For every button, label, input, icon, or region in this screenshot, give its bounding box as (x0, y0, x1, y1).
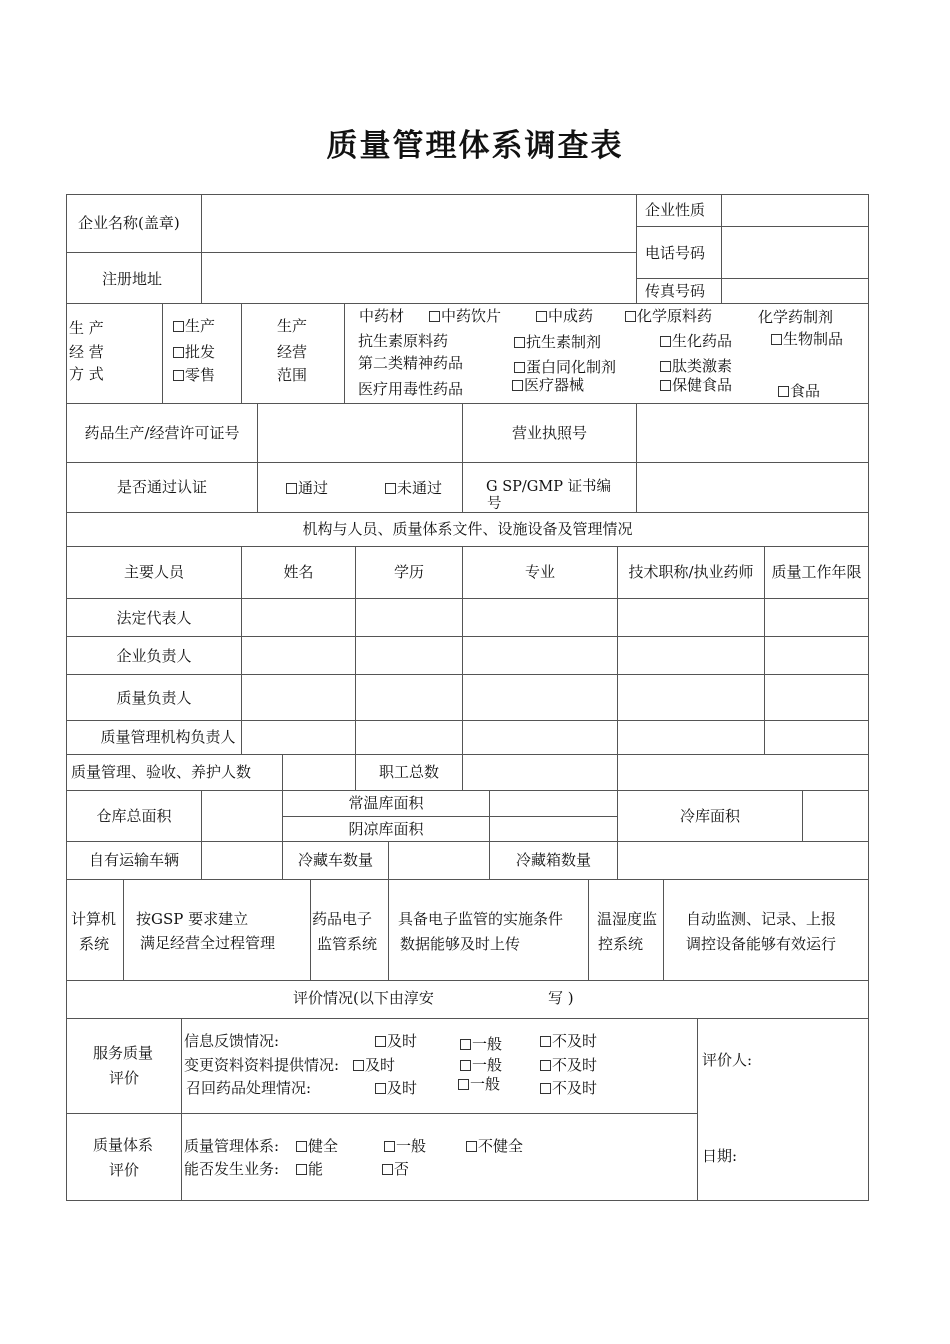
scope-item-label: 抗生素制剂 (526, 333, 602, 351)
option-label: 不及时 (552, 1079, 598, 1097)
monitor-desc-cell (388, 879, 589, 981)
date-label: 日期: (702, 1147, 738, 1165)
cool-field[interactable] (489, 816, 618, 842)
option-label: 一般 (472, 1056, 503, 1074)
scope-shipin[interactable] (778, 384, 820, 399)
mode-option-label: 批发 (185, 343, 216, 361)
feedback-label: 信息反馈情况: (184, 1032, 280, 1050)
fax-field[interactable] (721, 278, 869, 304)
qs-system-label: 质量管理体系: (184, 1137, 280, 1155)
qs-label-cell (66, 1113, 182, 1201)
personnel-row-label: 法定代表人 (116, 609, 192, 627)
cool-label: 阴凉库面积 (348, 820, 424, 838)
option-label: 不及时 (552, 1056, 598, 1074)
cert-label: 是否通过认证 (116, 478, 207, 496)
thermo-label-1: 温湿度监 (597, 910, 658, 928)
option-label: 一般 (472, 1035, 503, 1053)
cert-no-field[interactable] (636, 462, 869, 513)
scope-jingshen[interactable]: 第二类精神药品 (358, 354, 464, 372)
checkbox-icon (460, 1060, 471, 1071)
monitor-label-cell (310, 879, 389, 981)
checkbox-icon (296, 1164, 307, 1175)
qs-unsound[interactable] (466, 1139, 523, 1154)
personnel-row-label: 质量负责人 (116, 689, 192, 707)
scope-zhongyao-yinpian[interactable] (429, 309, 501, 324)
checkbox-icon (660, 336, 671, 347)
monitor-label-1: 药品电子 (312, 910, 373, 928)
scope-item-label: 保健食品 (672, 376, 733, 394)
thermo-desc-cell (663, 879, 869, 981)
scope-huaxue-zhiji[interactable]: 化学药制剂 (758, 308, 834, 326)
checkbox-icon (536, 311, 547, 322)
drug-license-field[interactable] (257, 403, 463, 463)
checkbox-icon (625, 311, 636, 322)
checkbox-icon (173, 321, 184, 332)
scope-kangshengsu-yuanliao[interactable]: 抗生素原料药 (358, 332, 449, 350)
scope-item-label: 医疗器械 (524, 376, 585, 394)
evaluation-header: 评价情况(以下由淳安 (293, 989, 434, 1007)
option-label: 一般 (396, 1137, 427, 1155)
qs-sound[interactable] (296, 1139, 338, 1154)
nature-label: 企业性质 (645, 201, 706, 219)
data-supply-timely[interactable] (353, 1058, 395, 1073)
checkbox-icon (385, 483, 396, 494)
thermo-label-2: 控系统 (598, 935, 644, 953)
qs-options-cell (181, 1113, 698, 1201)
scope-shenghua[interactable] (660, 334, 732, 349)
monitor-desc-2: 数据能够及时上传 (400, 935, 521, 953)
fax-label: 传真号码 (645, 282, 706, 300)
recall-timely[interactable] (375, 1081, 417, 1096)
data-supply-label: 变更资料资料提供情况: (184, 1056, 340, 1074)
computer-desc-1: 按GSP 要求建立 (136, 910, 249, 928)
scope-item-label: 肽类激素 (672, 357, 733, 375)
option-label: 否 (394, 1160, 410, 1178)
personnel-col-header: 技术职称/执业药师 (628, 563, 754, 581)
mode-option-production[interactable] (173, 319, 215, 334)
scope-item-label: 中药饮片 (441, 307, 502, 325)
cold-label: 冷库面积 (679, 807, 740, 825)
personnel-col-header: 学历 (393, 563, 424, 581)
feedback-normal[interactable] (460, 1037, 502, 1052)
option-label: 不健全 (478, 1137, 524, 1155)
mode-option-retail[interactable] (173, 368, 215, 383)
computer-label-1: 计算机 (71, 910, 117, 928)
evaluation-header-cell (66, 980, 869, 1019)
cold-field[interactable] (802, 790, 869, 842)
checkbox-icon (660, 380, 671, 391)
cert-passed-option[interactable] (286, 481, 328, 496)
qs-label-2: 评价 (109, 1161, 140, 1179)
scope-zhongyaocai[interactable]: 中药材 (359, 307, 405, 325)
checkbox-icon (382, 1164, 393, 1175)
checkbox-icon (173, 347, 184, 358)
evaluator-cell[interactable] (697, 1018, 869, 1201)
scope-item-label: 生物制品 (783, 330, 844, 348)
warehouse-total-label: 仓库总面积 (96, 807, 172, 825)
mode-label-3: 方 式 (69, 365, 104, 383)
scope-label-2: 经营 (277, 343, 308, 361)
service-label-1: 服务质量 (93, 1044, 154, 1062)
personnel-col-header: 主要人员 (123, 563, 184, 581)
monitor-desc-1: 具备电子监管的实施条件 (398, 910, 564, 928)
normal-temp-label: 常温库面积 (348, 794, 424, 812)
option-label: 一般 (470, 1075, 501, 1093)
scope-tailei[interactable] (660, 359, 732, 374)
scope-item-label: 中成药 (548, 307, 594, 325)
drug-license-label: 药品生产/经营许可证号 (84, 424, 240, 442)
evaluator-label: 评价人: (702, 1051, 753, 1069)
qc-count-field[interactable] (282, 754, 356, 791)
vehicles-field[interactable] (201, 841, 283, 880)
personnel-row-label: 企业负责人 (116, 647, 192, 665)
service-label-2: 评价 (109, 1069, 140, 1087)
mode-option-wholesale[interactable] (173, 345, 215, 360)
nature-field[interactable] (721, 194, 869, 227)
checkbox-icon (466, 1141, 477, 1152)
staff-blank-cell (617, 754, 869, 791)
checkbox-icon (384, 1141, 395, 1152)
checkbox-icon (460, 1039, 471, 1050)
can-business-label: 能否发生业务: (184, 1160, 280, 1178)
cert-option-label: 未通过 (397, 479, 443, 497)
cert-option-label: 通过 (298, 479, 329, 497)
scope-item-label: 化学原料药 (637, 307, 713, 325)
cert-no-label-line2: 号 (487, 496, 502, 512)
scope-shengwu[interactable] (771, 332, 843, 347)
mode-option-label: 生产 (185, 317, 216, 335)
scope-duxing[interactable]: 医疗用毒性药品 (358, 380, 464, 398)
computer-desc-cell (123, 879, 311, 981)
mode-option-label: 零售 (185, 366, 216, 384)
address-field[interactable] (201, 252, 637, 304)
scope-zhongchengyao[interactable] (536, 309, 593, 324)
total-staff-label: 职工总数 (378, 763, 439, 781)
fridge-trucks-field[interactable] (388, 841, 490, 880)
personnel-col-header: 质量工作年限 (771, 563, 862, 581)
checkbox-icon (540, 1060, 551, 1071)
checkbox-icon (512, 380, 523, 391)
qc-count-label: 质量管理、验收、养护人数 (71, 763, 252, 781)
personnel-col-header: 姓名 (283, 563, 314, 581)
business-license-label: 营业执照号 (511, 424, 587, 442)
checkbox-icon (173, 370, 184, 381)
data-supply-untimely[interactable] (540, 1058, 597, 1073)
recall-untimely[interactable] (540, 1081, 597, 1096)
computer-desc-2: 满足经营全过程管理 (140, 934, 276, 952)
company-name-field[interactable] (201, 194, 637, 253)
business-license-field[interactable] (636, 403, 869, 463)
monitor-label-2: 监管系统 (317, 935, 378, 953)
checkbox-icon (286, 483, 297, 494)
option-label: 健全 (308, 1137, 339, 1155)
scope-qixie[interactable] (512, 378, 584, 393)
thermo-desc-2: 调控设备能够有效运行 (686, 935, 837, 953)
fridge-trucks-label: 冷藏车数量 (297, 851, 373, 869)
section-header: 机构与人员、质量体系文件、设施设备及管理情况 (302, 520, 633, 538)
thermo-label-cell (588, 879, 664, 981)
option-label: 及时 (387, 1032, 418, 1050)
checkbox-icon (375, 1083, 386, 1094)
normal-temp-field[interactable] (489, 790, 618, 817)
address-label: 注册地址 (102, 270, 163, 288)
option-label: 及时 (365, 1056, 396, 1074)
business-can[interactable] (296, 1162, 323, 1177)
vehicles-label: 自有运输车辆 (88, 851, 179, 869)
checkbox-icon (660, 361, 671, 372)
cert-not-passed-option[interactable] (385, 481, 442, 496)
scope-huaxue-yuanliao[interactable] (625, 309, 712, 324)
data-supply-normal[interactable] (460, 1058, 502, 1073)
checkbox-icon (514, 337, 525, 348)
scope-danbai[interactable] (514, 360, 616, 375)
scope-label-3: 范围 (277, 366, 308, 384)
feedback-untimely[interactable] (540, 1034, 597, 1049)
scope-baojian[interactable] (660, 378, 732, 393)
checkbox-icon (429, 311, 440, 322)
thermo-desc-1: 自动监测、记录、上报 (686, 910, 837, 928)
scope-label-1: 生产 (277, 317, 308, 335)
checkbox-icon (514, 362, 525, 373)
feedback-timely[interactable] (375, 1034, 417, 1049)
recall-normal[interactable] (458, 1077, 500, 1092)
evaluation-header-suffix: 写 ) (548, 989, 574, 1007)
checkbox-icon (458, 1079, 469, 1090)
warehouse-total-field[interactable] (201, 790, 283, 842)
phone-label: 电话号码 (645, 244, 706, 262)
computer-label-cell (66, 879, 124, 981)
checkbox-icon (296, 1141, 307, 1152)
company-name-label: 企业名称(盖章) (78, 214, 180, 232)
scope-item-label: 蛋白同化制剂 (526, 358, 617, 376)
option-label: 能 (308, 1160, 324, 1178)
phone-field[interactable] (721, 226, 869, 279)
qs-normal[interactable] (384, 1139, 426, 1154)
checkbox-icon (540, 1083, 551, 1094)
fridge-boxes-label: 冷藏箱数量 (515, 851, 591, 869)
scope-item-label: 食品 (790, 382, 821, 400)
computer-label-2: 系统 (79, 935, 110, 953)
qs-label-1: 质量体系 (93, 1136, 154, 1154)
cert-no-label-line1: G SP/GMP 证书编 (486, 479, 612, 495)
mode-label-1: 生 产 (69, 319, 104, 337)
personnel-row-label: 质量管理机构负责人 (100, 728, 236, 746)
survey-form (66, 194, 869, 1201)
checkbox-icon (771, 334, 782, 345)
business-cannot[interactable] (382, 1162, 409, 1177)
checkbox-icon (540, 1036, 551, 1047)
recall-label: 召回药品处理情况: (186, 1079, 312, 1097)
service-label-cell (66, 1018, 182, 1114)
scope-kangshengsu-zhiji[interactable] (514, 335, 601, 350)
fridge-boxes-field[interactable] (617, 841, 869, 880)
page-title: 质量管理体系调查表 (326, 128, 624, 164)
checkbox-icon (778, 386, 789, 397)
option-label: 不及时 (552, 1032, 598, 1050)
option-label: 及时 (387, 1079, 418, 1097)
personnel-col-header: 专业 (524, 563, 555, 581)
mode-label-2: 经 营 (69, 343, 104, 361)
total-staff-field[interactable] (462, 754, 618, 791)
checkbox-icon (353, 1060, 364, 1071)
scope-item-label: 生化药品 (672, 332, 733, 350)
checkbox-icon (375, 1036, 386, 1047)
